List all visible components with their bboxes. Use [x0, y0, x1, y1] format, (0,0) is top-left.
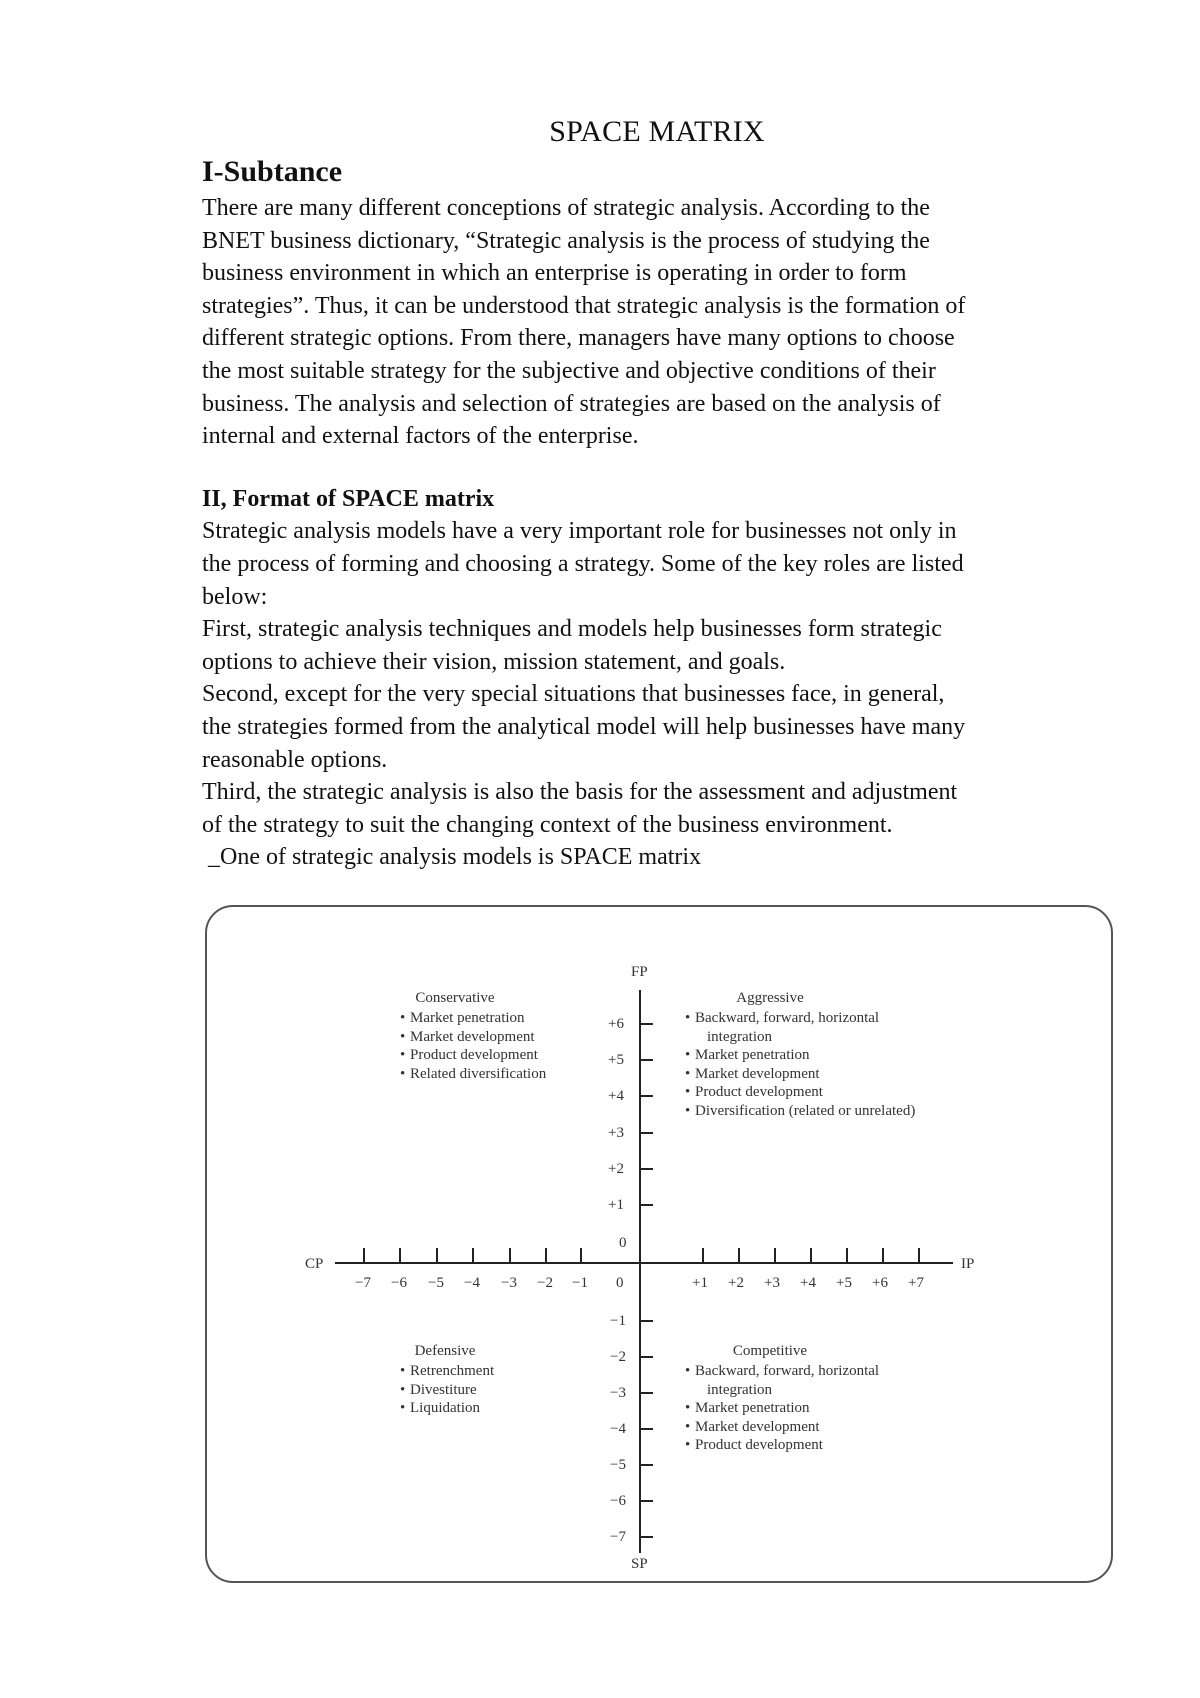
y-tick-label: +5 [608, 1052, 624, 1068]
y-tick [641, 1536, 653, 1538]
paragraph-line: business environment in which an enterprise is operating in order to form [202, 260, 907, 287]
y-origin-label: 0 [619, 1235, 627, 1251]
list-item: • Market development [400, 1028, 546, 1047]
x-tick [882, 1248, 884, 1262]
horizontal-axis [335, 1262, 953, 1264]
x-tick [846, 1248, 848, 1262]
quadrant-strategy-list [400, 1009, 546, 1083]
quadrant-title: Defensive [414, 1343, 476, 1359]
list-item: • Market penetration [685, 1046, 915, 1065]
y-tick-label: +3 [608, 1125, 624, 1141]
paragraph-line: the process of forming and choosing a strategy. Some of the key roles are listed [202, 550, 964, 577]
list-item: • Product development [685, 1436, 879, 1455]
y-tick [641, 1464, 653, 1466]
paragraph-line: the most suitable strategy for the subjective and objective conditions of their [202, 357, 936, 384]
paragraph-line: reasonable options. [202, 746, 388, 773]
y-tick [641, 1392, 653, 1394]
x-tick [810, 1248, 812, 1262]
paragraph-line: options to achieve their vision, mission statement, and goals. [202, 648, 786, 675]
x-tick-label: +2 [728, 1275, 744, 1291]
y-tick-label: −5 [610, 1457, 626, 1473]
quadrant-title: Competitive [732, 1343, 808, 1359]
y-tick-label: +6 [608, 1016, 624, 1032]
x-tick [918, 1248, 920, 1262]
x-tick [436, 1248, 438, 1262]
list-item: • Diversification (related or unrelated) [685, 1102, 915, 1121]
y-tick-label: −3 [610, 1385, 626, 1401]
y-tick-label: −1 [610, 1313, 626, 1329]
axis-label-cp: CP [305, 1256, 324, 1272]
x-tick-label: +4 [800, 1275, 816, 1291]
paragraph-line: BNET business dictionary, “Strategic analysis is the process of studying the [202, 227, 930, 254]
list-item: • Retrenchment [400, 1362, 494, 1381]
y-tick-label: +4 [608, 1088, 624, 1104]
list-item: • Product development [685, 1083, 915, 1102]
x-tick [472, 1248, 474, 1262]
x-tick [545, 1248, 547, 1262]
paragraph-line: There are many different conceptions of strategic analysis. According to the [202, 195, 930, 221]
x-tick [702, 1248, 704, 1262]
list-item: • Divestiture [400, 1381, 494, 1400]
list-item: • Liquidation [400, 1399, 494, 1418]
x-tick-label: −7 [355, 1275, 371, 1291]
paragraph-line: Second, except for the very special situations that businesses face, in general, [202, 681, 945, 708]
x-tick [774, 1248, 776, 1262]
x-tick-label: −1 [572, 1275, 588, 1291]
vertical-axis [639, 990, 641, 1553]
list-item: • Product development [400, 1046, 546, 1065]
x-tick [509, 1248, 511, 1262]
list-item: • Market penetration [685, 1399, 879, 1418]
list-item: • Backward, forward, horizontal [685, 1362, 879, 1381]
x-tick [363, 1248, 365, 1262]
x-tick [399, 1248, 401, 1262]
x-tick-label: +3 [764, 1275, 780, 1291]
section-format-paragraph [202, 515, 1112, 874]
x-tick-label: −4 [464, 1275, 480, 1291]
paragraph-line: First, strategic analysis techniques and models help businesses form strategic [202, 616, 942, 643]
y-tick [641, 1023, 653, 1025]
y-tick-label: +2 [608, 1161, 624, 1177]
space-matrix-figure [205, 905, 1115, 1585]
axis-label-sp: SP [631, 1556, 648, 1572]
page-title: SPACE MATRIX [549, 115, 765, 148]
paragraph-line: below: [202, 583, 268, 610]
paragraph-line: strategies”. Thus, it can be understood that strategic analysis is the formation of [202, 292, 966, 319]
y-tick [641, 1428, 653, 1430]
quadrant-title: Conservative [415, 990, 495, 1006]
x-tick-label: −3 [501, 1275, 517, 1291]
section-substance-paragraph [202, 192, 1112, 453]
axis-label-ip: IP [961, 1256, 975, 1272]
list-item: • Related diversification [400, 1065, 546, 1084]
space-matrix-diagram [205, 905, 1115, 1585]
y-tick [641, 1132, 653, 1134]
y-tick-label: −7 [610, 1529, 626, 1545]
paragraph-line: internal and external factors of the enterprise. [202, 423, 639, 450]
list-item-continuation: integration [707, 1381, 772, 1398]
paragraph-line: Strategic analysis models have a very important role for businesses not only in [202, 518, 957, 545]
x-tick-label: +1 [692, 1275, 708, 1291]
y-tick-label: +1 [608, 1197, 624, 1213]
paragraph-line: different strategic options. From there, managers have many options to choose [202, 325, 955, 352]
list-item: • Market development [685, 1065, 915, 1084]
quadrant-strategy-list [400, 1362, 494, 1418]
list-item: • Market development [685, 1418, 879, 1437]
y-tick [641, 1168, 653, 1170]
y-tick [641, 1500, 653, 1502]
x-tick [738, 1248, 740, 1262]
paragraph-line: of the strategy to suit the changing context of the business environment. [202, 811, 893, 838]
quadrant-title: Aggressive [736, 990, 804, 1006]
list-item: • Market penetration [400, 1009, 546, 1028]
paragraph-line: _One of strategic analysis models is SPACE matrix [202, 844, 702, 871]
x-tick-label: +7 [908, 1275, 924, 1291]
spacer [202, 453, 1112, 483]
x-tick-label: −6 [391, 1275, 407, 1291]
quadrant-strategy-list [685, 1362, 879, 1455]
y-tick-label: −6 [610, 1493, 626, 1509]
section-heading-format: II, Format of SPACE matrix [202, 485, 495, 512]
y-tick [641, 1204, 653, 1206]
y-tick [641, 1095, 653, 1097]
y-tick-label: −2 [610, 1349, 626, 1365]
y-tick [641, 1356, 653, 1358]
x-tick-label: −5 [428, 1275, 444, 1291]
y-tick-label: −4 [610, 1421, 626, 1437]
x-tick-label: −2 [537, 1275, 553, 1291]
quadrant-strategy-list [685, 1009, 915, 1120]
list-item: • Backward, forward, horizontal [685, 1009, 915, 1028]
list-item-continuation: integration [707, 1028, 772, 1045]
y-tick [641, 1320, 653, 1322]
document-body [202, 112, 1112, 874]
x-origin-label: 0 [616, 1275, 624, 1291]
paragraph-line: business. The analysis and selection of strategies are based on the analysis of [202, 390, 941, 417]
paragraph-line: the strategies formed from the analytical model will help businesses have many [202, 713, 966, 740]
section-heading-substance: I-Subtance [202, 155, 343, 188]
x-tick-label: +5 [836, 1275, 852, 1291]
x-tick-label: +6 [872, 1275, 888, 1291]
y-tick [641, 1059, 653, 1061]
x-tick [580, 1248, 582, 1262]
axis-label-fp: FP [631, 964, 648, 980]
paragraph-line: Third, the strategic analysis is also the basis for the assessment and adjustment [202, 779, 958, 806]
